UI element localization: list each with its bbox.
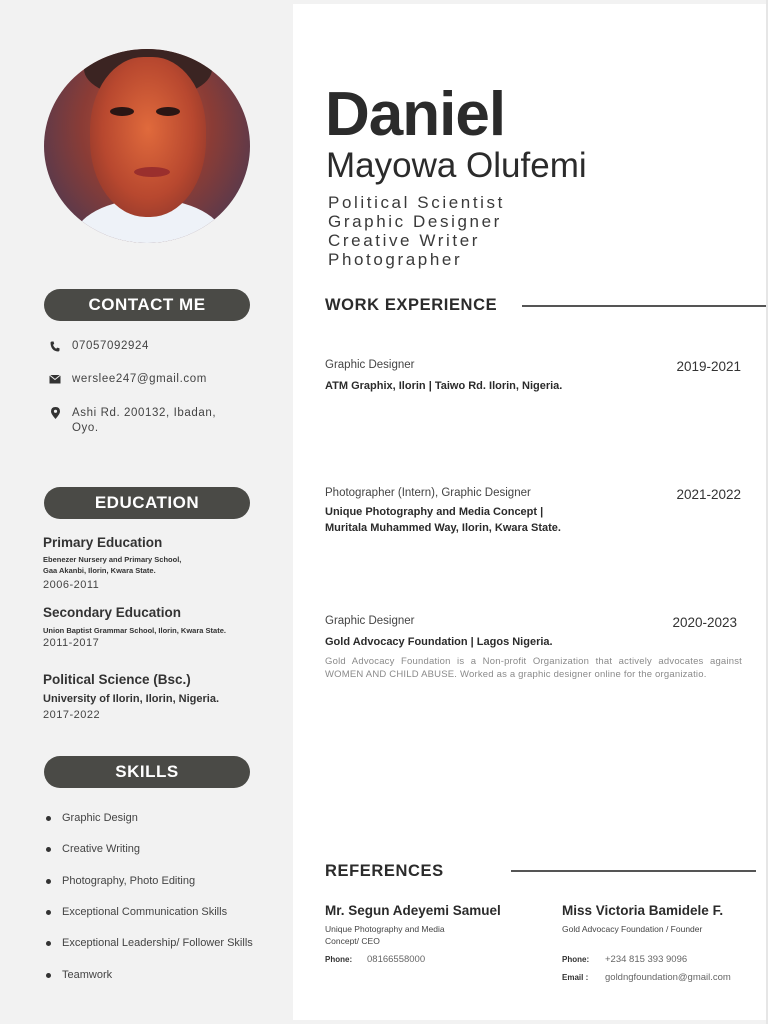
references-heading: REFERENCES: [325, 862, 444, 880]
education-title-secondary: Secondary Education: [43, 605, 182, 620]
work-experience-heading: WORK EXPERIENCE: [325, 296, 498, 314]
reference-org-line2: Concept/ CEO: [325, 936, 380, 946]
reference-phone[interactable]: +234 815 393 9096: [605, 954, 688, 965]
email-text: werslee247@gmail.com: [72, 373, 207, 385]
bullet-icon: [46, 847, 51, 852]
education-years-university: 2017-2022: [43, 709, 101, 721]
contact-phone[interactable]: [46, 339, 149, 354]
skill-label: Exceptional Leadership/ Follower Skills: [62, 937, 253, 949]
job-company-line2: Muritala Muhammed Way, Ilorin, Kwara State.: [325, 522, 561, 534]
job-role: Graphic Designer: [325, 615, 415, 627]
education-heading: EDUCATION: [44, 487, 250, 519]
reference-name: Miss Victoria Bamidele F.: [562, 903, 724, 918]
location-pin-icon: [46, 406, 64, 420]
education-school-university: University of Ilorin, Ilorin, Nigeria.: [43, 693, 220, 705]
role-line: Graphic Designer: [328, 212, 502, 231]
work-experience-rule: [522, 305, 766, 307]
top-strip: [0, 0, 768, 4]
skill-item: [46, 937, 253, 949]
education-school-secondary: Union Baptist Grammar School, Ilorin, Kwara State.: [43, 626, 226, 635]
bullet-icon: [46, 879, 51, 884]
job-description: Gold Advocacy Foundation is a Non-profit Organization that actively advocates against WOMEN AND CHILD ABUSE. Worked as a graphic designer online for the organizatio.: [325, 656, 742, 680]
skill-label: Creative Writing: [62, 843, 141, 855]
contact-heading: CONTACT ME: [44, 289, 250, 321]
reference-org: [325, 923, 445, 947]
address-line-2: Oyo.: [72, 422, 99, 434]
references-rule: [511, 870, 756, 872]
role-line: Creative Writer: [328, 231, 481, 250]
bullet-icon: [46, 941, 51, 946]
bullet-icon: [46, 816, 51, 821]
reference-email-label: Email :: [562, 973, 589, 982]
photo-eye-left: [110, 107, 134, 116]
address-text: [72, 406, 216, 436]
phone-text: 07057092924: [72, 340, 149, 352]
skill-item: [46, 875, 195, 887]
reference-org: Gold Advocacy Foundation / Founder: [562, 924, 703, 934]
education-years-secondary: 2011-2017: [43, 637, 100, 649]
skill-label: Exceptional Communication Skills: [62, 906, 228, 918]
job-company: [325, 504, 561, 536]
address-line-1: Ashi Rd. 200132, Ibadan,: [72, 407, 217, 419]
education-school-primary-line1: Ebenezer Nursery and Primary School,: [43, 555, 182, 564]
skill-label: Graphic Design: [62, 812, 138, 824]
photo-face: [90, 57, 206, 217]
photo-mouth: [134, 167, 170, 177]
education-school-primary-line2: Gaa Akanbi, Ilorin, Kwara State.: [43, 566, 156, 575]
reference-org-line1: Unique Photography and Media: [325, 924, 445, 934]
contact-address: [46, 406, 216, 436]
profile-photo: [44, 49, 250, 243]
job-years: 2021-2022: [676, 487, 741, 502]
job-role: Photographer (Intern), Graphic Designer: [325, 487, 531, 499]
skill-item: [46, 812, 138, 824]
education-years-primary: 2006-2011: [43, 579, 100, 591]
education-school-primary: [43, 554, 181, 576]
job-company-line1: Unique Photography and Media Concept |: [325, 506, 544, 518]
job-role: Graphic Designer: [325, 359, 415, 371]
reference-name: Mr. Segun Adeyemi Samuel: [325, 903, 501, 918]
job-company: ATM Graphix, Ilorin | Taiwo Rd. Ilorin, Nigeria.: [325, 380, 563, 392]
contact-email[interactable]: [46, 372, 207, 387]
skill-item: [46, 843, 140, 855]
role-line: Photographer: [328, 250, 463, 269]
reference-phone-label: Phone:: [325, 955, 353, 964]
skill-label: Photography, Photo Editing: [62, 875, 196, 887]
skill-label: Teamwork: [62, 969, 113, 981]
reference-phone-label: Phone:: [562, 955, 590, 964]
job-years: 2019-2021: [676, 359, 741, 374]
education-title-university: Political Science (Bsc.): [43, 672, 191, 687]
skill-item: [46, 969, 112, 981]
education-title-primary: Primary Education: [43, 535, 163, 550]
last-name: Mayowa Olufemi: [326, 146, 587, 185]
photo-eye-right: [156, 107, 180, 116]
bullet-icon: [46, 973, 51, 978]
envelope-icon: [46, 372, 64, 386]
bottom-strip: [0, 1020, 768, 1024]
bullet-icon: [46, 910, 51, 915]
reference-email[interactable]: goldngfoundation@gmail.com: [605, 972, 731, 983]
job-years: 2020-2023: [672, 615, 737, 630]
job-company: Gold Advocacy Foundation | Lagos Nigeria.: [325, 636, 553, 648]
phone-icon: [46, 339, 64, 353]
role-line: Political Scientist: [328, 193, 505, 212]
first-name: Daniel: [325, 80, 506, 149]
reference-phone[interactable]: 08166558000: [367, 954, 426, 965]
skills-heading: SKILLS: [44, 756, 250, 788]
skill-item: [46, 906, 227, 918]
